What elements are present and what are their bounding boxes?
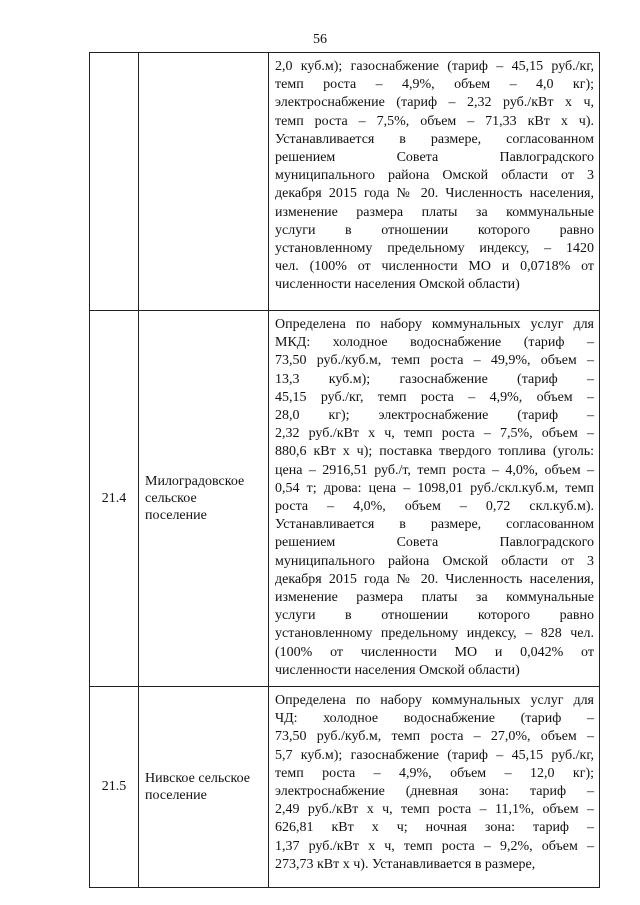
description-line: 2,32 руб./кВт х ч, темп роста – 7,5%, объем – [275,426,594,442]
settlement-name [139,311,269,687]
description-line: декабря 2015 года № 20. Численность населения, [275,571,594,587]
description-line: роста – 4,0%, объем – 0,72 скл.куб.м). [275,499,594,515]
description-line: численности населения Омской области) [275,662,520,678]
description-line: решением Совета Павлоградского [275,535,594,551]
description-line: темп роста – 7,5%, объем – 71,33 кВт х ч). [275,113,594,129]
settlement-name-line: Милоградовское [145,474,245,490]
description-line: численности населения Омской области) [275,277,520,293]
tariff-description [269,687,600,888]
table-row [90,687,600,888]
description-line: Определена по набору коммунальных услуг для [275,693,594,709]
description-line: Устанавливается в размере, согласованном [275,131,594,147]
page-number: 56 [313,32,327,47]
description-line: муниципального района Омской области от 3 [275,553,594,569]
description-line: Устанавливается в размере, согласованном [275,517,594,533]
description-line: электроснабжение (тариф – 2,32 руб./кВт х ч, [275,95,594,111]
description-line: муниципального района Омской области от 3 [275,168,594,184]
settlement-name-line: сельское [145,491,197,507]
table-row [90,311,600,687]
description-line: услуги в отношении которого равно [275,608,594,624]
description-line: (100% от численности МО и 0,042% от [275,644,594,660]
description-line: цена – 2916,51 руб./т, темп роста – 4,0%, объем – [275,462,594,478]
description-line: установленному предельному индексу, – 1420 [275,241,594,257]
row-number [90,53,139,311]
table-row [90,53,600,311]
description-line: электроснабжение (дневная зона: тариф – [275,784,594,800]
settlement-name-line: поселение [145,788,207,804]
description-line: 2,49 руб./кВт х ч, темп роста – 11,1%, объем – [275,802,594,818]
settlement-name-line: поселение [145,508,207,524]
settlement-name-line: Нивское сельское [145,771,250,787]
row-number: 21.5 [90,687,139,888]
description-line: МКД: холодное водоснабжение (тариф – [275,335,594,351]
description-line: решением Совета Павлоградского [275,150,594,166]
description-line: Определена по набору коммунальных услуг для [275,317,594,332]
description-line: 2,0 куб.м); газоснабжение (тариф – 45,15 руб./кг, [275,59,594,74]
description-line: 73,50 руб./куб.м, темп роста – 49,9%, объем – [275,353,594,369]
description-line: темп роста – 4,9%, объем – 4,0 кг); [275,77,594,93]
description-line: 0,54 т; дрова: цена – 1098,01 руб./скл.куб.м, темп [275,480,594,496]
description-line: 45,15 руб./кг, темп роста – 4,9%, объем – [275,389,594,405]
description-line: 1,37 руб./кВт х ч, темп роста – 9,2%, объем – [275,838,594,854]
tariff-description [269,311,600,687]
description-line: декабря 2015 года № 20. Численность населения, [275,186,594,202]
description-line: 626,81 кВт х ч; ночная зона: тариф – [275,820,594,836]
description-line: ЧД: холодное водоснабжение (тариф – [275,711,594,727]
description-line: изменение размера платы за коммунальные [275,590,594,606]
description-line: 880,6 кВт х ч); поставка твердого топлива (уголь: [275,444,594,460]
description-line: чел. (100% от численности МО и 0,0718% от [275,259,594,275]
tariff-table [89,52,600,888]
description-line: 73,50 руб./куб.м, темп роста – 27,0%, объем – [275,729,594,745]
description-line: 13,3 куб.м); газоснабжение (тариф – [275,371,594,387]
description-line: установленному предельному индексу, – 828 чел. [275,626,594,642]
tariff-description [269,53,600,311]
settlement-name [139,687,269,888]
description-line: изменение размера платы за коммунальные [275,204,594,220]
description-line: услуги в отношении которого равно [275,222,594,238]
settlement-name [139,53,269,311]
description-line: 5,7 куб.м); газоснабжение (тариф – 45,15 руб./кг, [275,747,594,763]
description-line: 273,73 кВт х ч). Устанавливается в размере, [275,856,536,872]
description-line: темп роста – 4,9%, объем – 12,0 кг); [275,765,594,781]
description-line: 28,0 кг); электроснабжение (тариф – [275,408,594,424]
row-number: 21.4 [90,311,139,687]
